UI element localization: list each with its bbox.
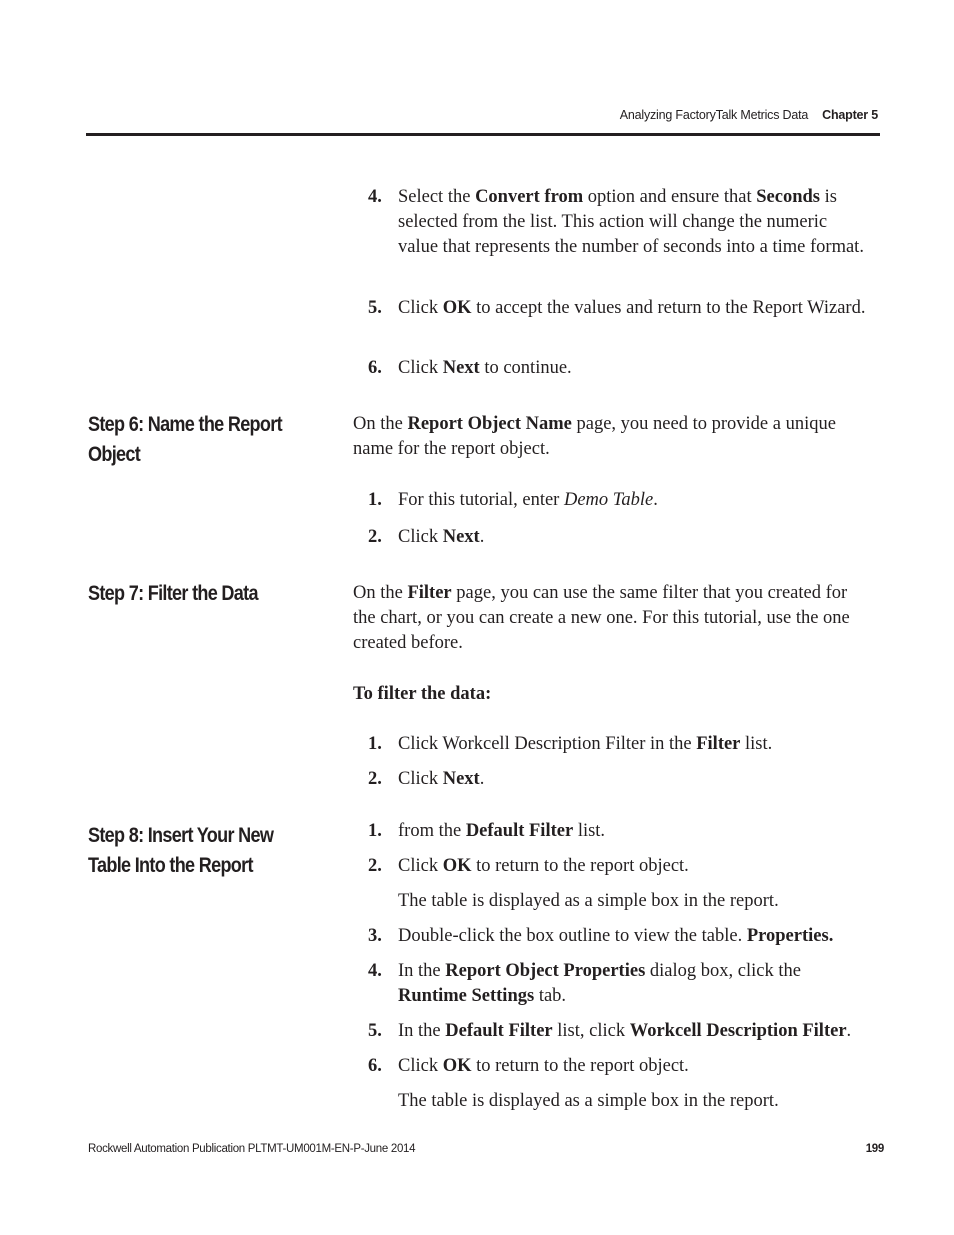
list-item (368, 854, 868, 879)
list-item (368, 959, 868, 1009)
running-header (620, 108, 878, 122)
step-text: Click Next to continue. (398, 358, 572, 378)
step6-intro: On the Report Object Name page, you need to provide a unique name for the report object. (353, 414, 836, 459)
step-number: 6. (368, 1056, 382, 1076)
step-number: 3. (368, 926, 382, 946)
step8-note: The table is displayed as a simple box in the report. (398, 891, 779, 911)
list-item (368, 732, 868, 757)
step-text: Click Next. (398, 769, 485, 789)
step-number: 2. (368, 856, 382, 876)
step7-heading: Step 7: Filter the Data (88, 582, 258, 605)
step-number: 4. (368, 961, 382, 981)
step8-note: The table is displayed as a simple box in the report. (398, 1091, 779, 1111)
step8-heading: Step 8: Insert Your New Table Into the Report (88, 824, 274, 877)
step-text: Select the Convert from option and ensure that Seconds is selected from the list. This action will change the numeric value that represents the number of seconds into a time format. (398, 187, 864, 257)
step-text: Click OK to return to the report object. (398, 856, 689, 876)
step-number: 1. (368, 490, 382, 510)
page-number: 199 (865, 1143, 884, 1155)
step-number: 5. (368, 1021, 382, 1041)
list-item (368, 488, 868, 513)
step6-heading: Step 6: Name the Report Object (88, 413, 282, 466)
step-text: Click OK to accept the values and return to the Report Wizard. (398, 298, 866, 318)
list-item (368, 924, 868, 949)
header-section-title: Analyzing FactoryTalk Metrics Data (619, 108, 809, 122)
footer-publication: Rockwell Automation Publication PLTMT-UM001M-EN-P-June 2014 (88, 1143, 416, 1155)
list-item (368, 356, 868, 381)
list-item (368, 525, 868, 550)
list-item (368, 1019, 868, 1044)
list-item (368, 185, 868, 260)
step-text: from the Default Filter list. (398, 821, 606, 841)
step-text: Double-click the box outline to view the table. Properties. (398, 926, 834, 946)
step-text: In the Report Object Properties dialog box, click the Runtime Settings tab. (398, 961, 801, 1006)
step-number: 5. (368, 298, 382, 318)
list-item (368, 819, 868, 844)
step-number: 4. (368, 187, 382, 207)
step-text: Click OK to return to the report object. (398, 1056, 689, 1076)
header-chapter: Chapter 5 (822, 108, 878, 122)
header-rule (86, 133, 880, 136)
step-number: 1. (368, 734, 382, 754)
step-text: For this tutorial, enter Demo Table. (398, 490, 658, 510)
step-number: 6. (368, 358, 382, 378)
procedure-title: To filter the data: (353, 684, 492, 704)
list-item (368, 296, 868, 321)
list-item (368, 1054, 868, 1079)
step-text: In the Default Filter list, click Workcell Description Filter. (398, 1021, 852, 1041)
list-item (368, 767, 868, 792)
step-text: Click Workcell Description Filter in the Filter list. (398, 734, 773, 754)
step-number: 2. (368, 527, 382, 547)
step7-intro: On the Filter page, you can use the same filter that you created for the chart, or you can create a new one. For this tutorial, use the one created before. (353, 583, 850, 653)
step-number: 2. (368, 769, 382, 789)
step-text: Click Next. (398, 527, 485, 547)
step-number: 1. (368, 821, 382, 841)
